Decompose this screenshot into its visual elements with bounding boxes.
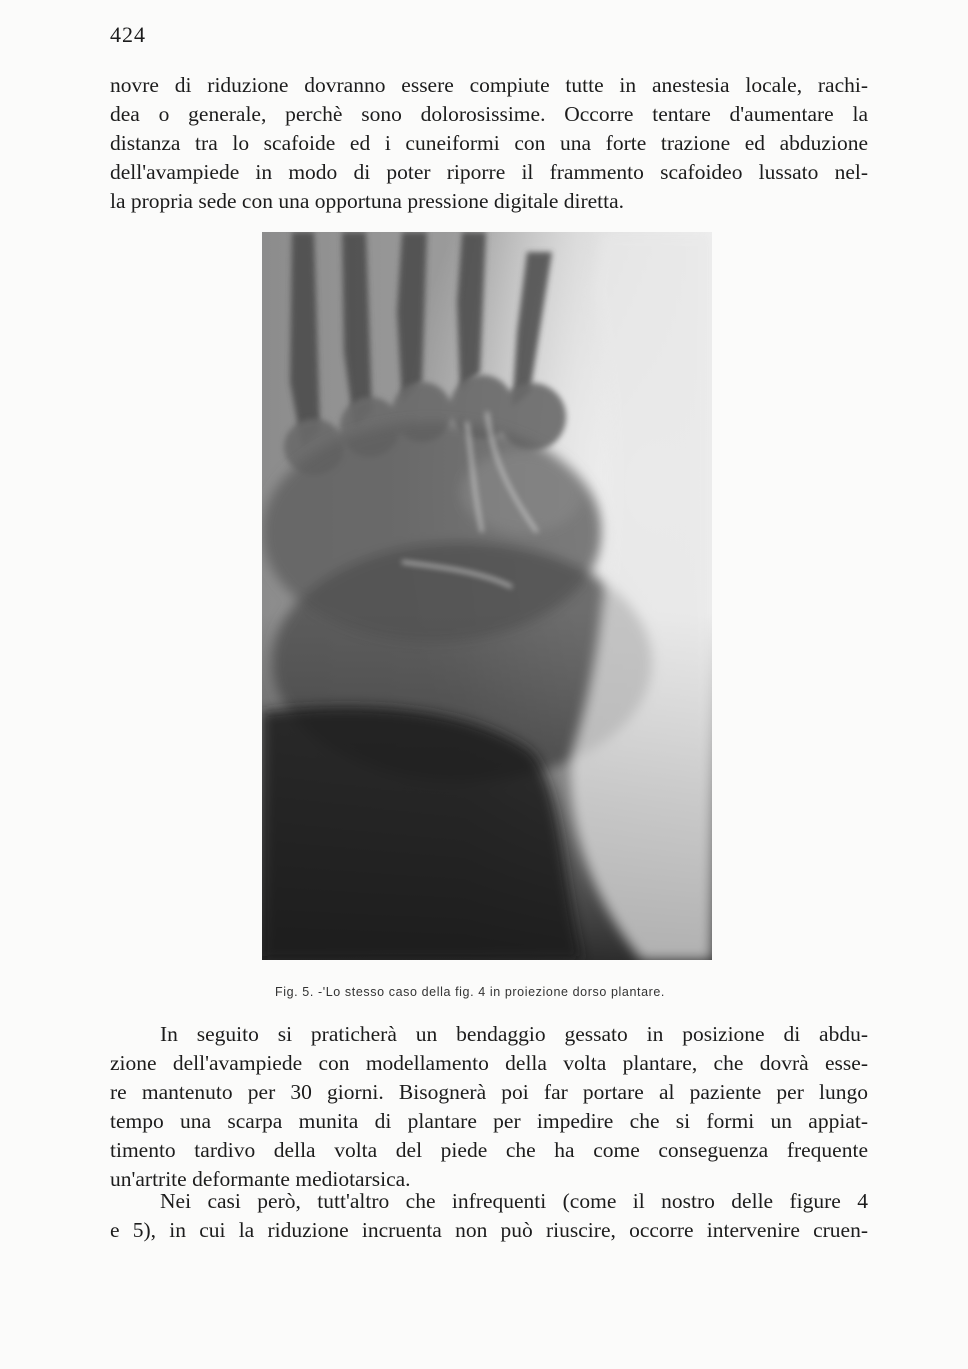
foot-xray-image (262, 232, 712, 960)
paragraph-2-line: re mantenuto per 30 giorni. Bisognerà poi far portare al paziente per lungo (110, 1080, 868, 1104)
xray-figure (262, 232, 712, 960)
paragraph-3-line: Nei casi però, tutt'altro che infrequenti (come il nostro delle figure 4 (160, 1189, 868, 1213)
figure-caption: Fig. 5. -'Lo stesso caso della fig. 4 in proiezione dorso plantare. (275, 985, 666, 999)
paragraph-1-line: distanza tra lo scafoide ed i cuneiformi con una forte trazione ed abduzione (110, 131, 868, 155)
paragraph-1-line: novre di riduzione dovranno essere compiute tutte in anestesia locale, rachi- (110, 73, 868, 97)
paragraph-2-line: zione dell'avampiede con modellamento della volta plantare, che dovrà esse- (110, 1051, 868, 1075)
paragraph-2 (110, 1020, 868, 1194)
paragraph-3-line: e 5), in cui la riduzione incruenta non può riuscire, occorre intervenire cruen- (110, 1218, 868, 1242)
paragraph-1-line: dea o generale, perchè sono dolorosissime. Occorre tentare d'aumentare la (110, 102, 868, 126)
paragraph-3 (110, 1187, 868, 1245)
paragraph-1-line: dell'avampiede in modo di poter riporre il frammento scafoideo lussato nel- (110, 160, 868, 184)
paragraph-2-line: un'artrite deformante mediotarsica. (110, 1167, 411, 1191)
paragraph-2-line: timento tardivo della volta del piede che ha come conseguenza frequente (110, 1138, 868, 1162)
paragraph-1-line: la propria sede con una opportuna pressione digitale diretta. (110, 189, 625, 213)
page-number: 424 (110, 22, 146, 47)
paragraph-1 (110, 71, 868, 216)
paragraph-2-line: In seguito si praticherà un bendaggio gessato in posizione di abdu- (160, 1022, 868, 1046)
paragraph-2-line: tempo una scarpa munita di plantare per impedire che si formi un appiat- (110, 1109, 868, 1133)
